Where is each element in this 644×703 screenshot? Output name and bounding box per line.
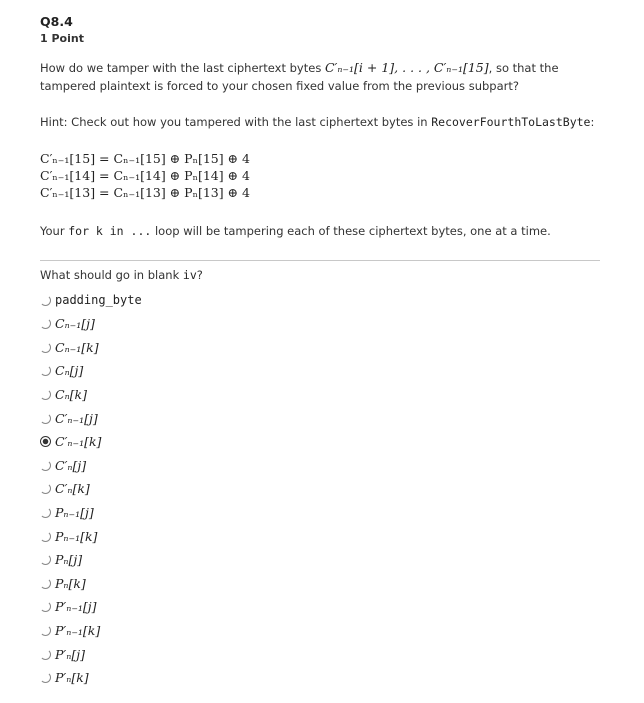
- equation-3: C′ₙ₋₁[13] = Cₙ₋₁[13] ⊕ Pₙ[13] ⊕ 4: [40, 185, 251, 200]
- answer-option-label: C′ₙ₋₁[k]: [55, 434, 102, 450]
- radio-icon[interactable]: [40, 672, 51, 683]
- answer-option[interactable]: [40, 619, 100, 641]
- question-number: Q8.4: [40, 14, 73, 29]
- hint-text: [40, 113, 600, 131]
- question-math-inline: C′ₙ₋₁[i + 1], . . . , C′ₙ₋₁[15]: [324, 60, 489, 75]
- answer-option[interactable]: [40, 525, 97, 547]
- equation-2: C′ₙ₋₁[14] = Cₙ₋₁[14] ⊕ Pₙ[14] ⊕ 4: [40, 168, 251, 183]
- answer-option[interactable]: [40, 313, 95, 335]
- answer-option[interactable]: [40, 383, 87, 405]
- loop-prefix: Your: [40, 224, 69, 238]
- answer-option-label: Pₙ[k]: [55, 575, 86, 591]
- radio-icon[interactable]: [40, 531, 51, 542]
- question-points: 1 Point: [40, 32, 84, 45]
- radio-icon[interactable]: [40, 578, 51, 589]
- prompt-text: What should go in blank: [40, 268, 183, 282]
- loop-code: for k in ...: [68, 224, 152, 238]
- radio-icon[interactable]: [40, 483, 51, 494]
- loop-text: [40, 222, 600, 240]
- hint-suffix: :: [590, 115, 595, 129]
- radio-icon[interactable]: [40, 389, 51, 400]
- answer-option-label: C′ₙ[j]: [55, 457, 87, 473]
- answer-option-label: Cₙ₋₁[k]: [55, 339, 99, 355]
- answer-option[interactable]: [40, 667, 89, 689]
- radio-icon[interactable]: [40, 413, 51, 424]
- radio-icon[interactable]: [40, 342, 51, 353]
- equation-1: C′ₙ₋₁[15] = Cₙ₋₁[15] ⊕ Pₙ[15] ⊕ 4: [40, 151, 251, 166]
- radio-icon[interactable]: [40, 625, 51, 636]
- answer-option-label: Cₙ[k]: [55, 386, 87, 402]
- radio-icon[interactable]: [40, 318, 51, 329]
- answer-option-label: P′ₙ₋₁[j]: [55, 599, 97, 615]
- answer-option-label: Pₙ₋₁[j]: [55, 504, 94, 520]
- answer-option-label: C′ₙ[k]: [55, 481, 90, 497]
- answer-option-label: P′ₙ[j]: [55, 646, 85, 662]
- radio-icon[interactable]: [40, 601, 51, 612]
- question-text-before: How do we tamper with the last ciphertext bytes: [40, 61, 325, 75]
- answer-option[interactable]: [40, 596, 97, 618]
- divider: [40, 260, 600, 261]
- answer-option-label: P′ₙ[k]: [55, 670, 89, 686]
- answer-option[interactable]: [40, 431, 101, 453]
- radio-icon[interactable]: [40, 295, 51, 306]
- answer-option[interactable]: [40, 407, 98, 429]
- question-text-after: , so that the tampered plaintext is forced to your chosen fixed value from the previous subpart?: [40, 61, 559, 93]
- hint-prefix: Hint: Check out how you tampered with the last ciphertext bytes in: [40, 115, 432, 129]
- question-text: [40, 59, 600, 95]
- answer-option-label: P′ₙ₋₁[k]: [55, 622, 101, 638]
- answer-option-label: Cₙ₋₁[j]: [55, 316, 95, 332]
- answer-option-label: padding_byte: [55, 293, 142, 307]
- answer-option[interactable]: [40, 336, 99, 358]
- answer-option[interactable]: [40, 454, 86, 476]
- answer-option[interactable]: [40, 478, 90, 500]
- radio-icon[interactable]: [40, 460, 51, 471]
- answer-option-label: Pₙ₋₁[k]: [55, 528, 98, 544]
- answer-option-label: Cₙ[j]: [55, 363, 84, 379]
- radio-icon[interactable]: [40, 554, 51, 565]
- radio-icon[interactable]: [40, 649, 51, 660]
- answer-option-label: Pₙ[j]: [55, 552, 83, 568]
- hint-code: RecoverFourthToLastByte: [431, 115, 591, 129]
- radio-selected-icon[interactable]: [40, 436, 51, 447]
- answer-option-label: C′ₙ₋₁[j]: [55, 410, 98, 426]
- answer-option[interactable]: [40, 289, 142, 311]
- prompt-code: iv: [182, 268, 197, 282]
- answer-option[interactable]: [40, 572, 86, 594]
- answer-option[interactable]: [40, 549, 82, 571]
- answer-option[interactable]: [40, 501, 94, 523]
- loop-suffix: loop will be tampering each of these ciphertext bytes, one at a time.: [151, 224, 551, 238]
- prompt-suffix: ?: [196, 268, 203, 282]
- blank-prompt: [40, 268, 203, 282]
- answer-option[interactable]: [40, 643, 85, 665]
- radio-icon[interactable]: [40, 365, 51, 376]
- answer-option[interactable]: [40, 360, 83, 382]
- radio-icon[interactable]: [40, 507, 51, 518]
